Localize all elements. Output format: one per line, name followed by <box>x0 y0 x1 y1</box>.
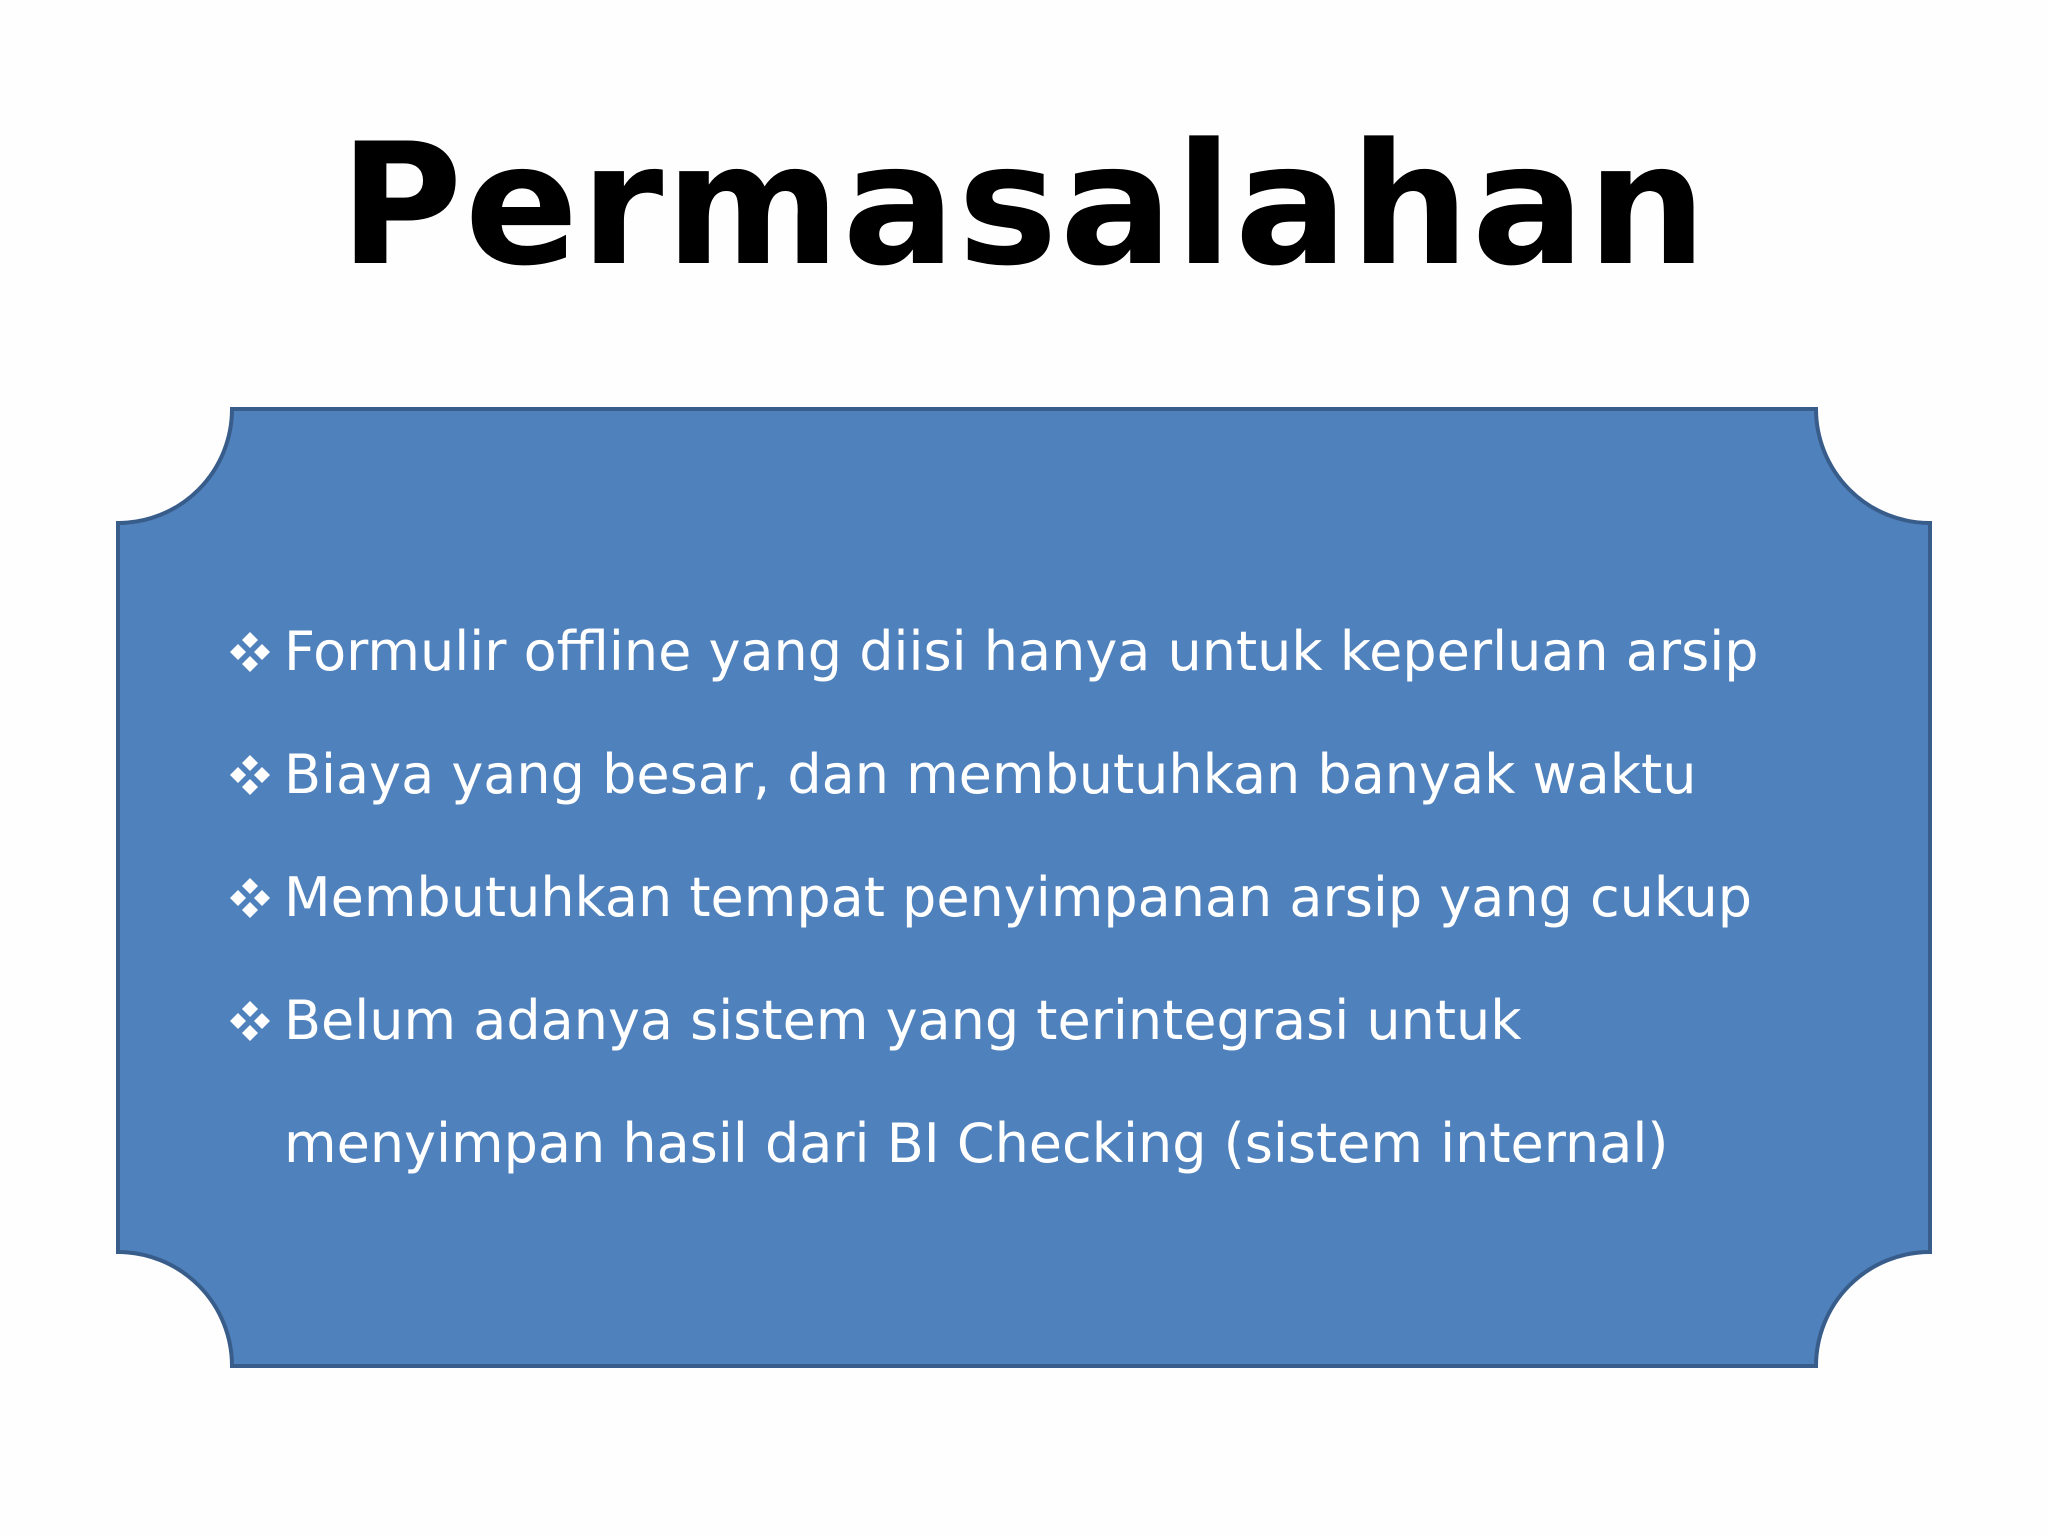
bullet-text: Biaya yang besar, dan membutuhkan banyak waktu <box>284 743 1697 806</box>
four-diamond-icon <box>228 590 276 713</box>
bullet-text: Formulir offline yang diisi hanya untuk keperluan arsip <box>284 620 1759 683</box>
list-item <box>228 959 1798 1205</box>
bullet-list <box>228 590 1798 1205</box>
bullet-text-continuation: menyimpan hasil dari BI Checking (sistem internal) <box>284 1112 1669 1175</box>
bullet-text: Membutuhkan tempat penyimpanan arsip yang cukup <box>284 866 1753 929</box>
four-diamond-icon <box>228 836 276 959</box>
list-item <box>228 713 1798 836</box>
list-item <box>228 590 1798 713</box>
four-diamond-icon <box>228 959 276 1082</box>
four-diamond-icon <box>228 713 276 836</box>
slide-title: Permasalahan <box>339 107 1709 303</box>
bullet-text: Belum adanya sistem yang terintegrasi untuk <box>284 989 1522 1052</box>
list-item <box>228 836 1798 959</box>
